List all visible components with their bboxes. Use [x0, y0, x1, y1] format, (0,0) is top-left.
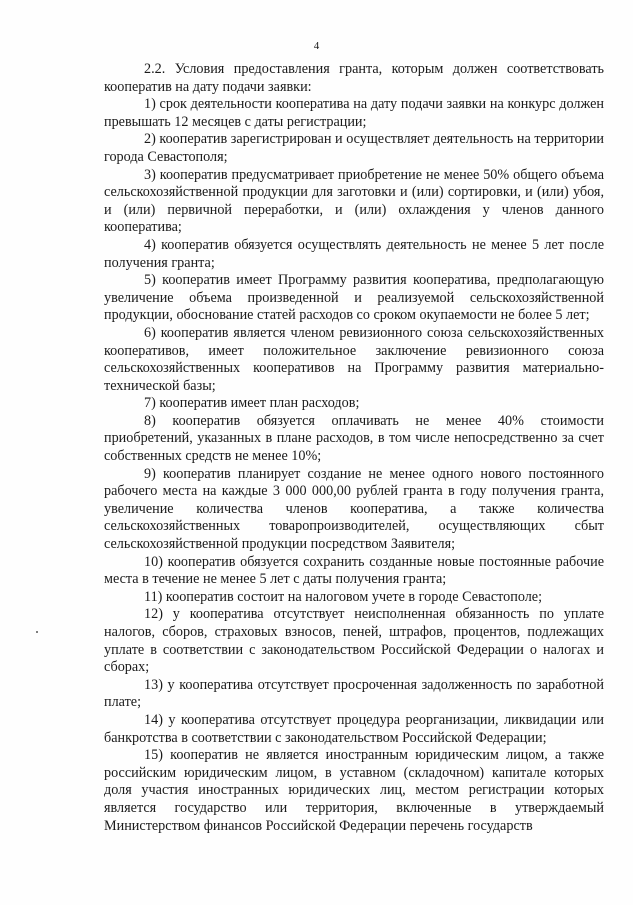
- condition-2: 2) кооператив зарегистрирован и осуществляет деятельность на территории города Севастополя;: [104, 131, 604, 165]
- condition-6: 6) кооператив является членом ревизионного союза сельскохозяйственных кооперативов, имеет положительное заключение ревизионного союза сельскохозяйственных кооперативов на Программу развития материально-технической базы;: [104, 324, 604, 394]
- condition-10: 10) кооператив обязуется сохранить созданные новые постоянные рабочие места в течение не менее 5 лет с даты получения гранта;: [104, 553, 604, 588]
- condition-14: 14) у кооператива отсутствует процедура реорганизации, ликвидации или банкротства в соответствии с законодательством Российской Федерации;: [104, 711, 604, 746]
- condition-1: 1) срок деятельности кооператива на дату подачи заявки на конкурс должен превышать 12 месяцев с даты регистрации;: [104, 96, 604, 130]
- condition-11: 11) кооператив состоит на налоговом учете в городе Севастополе;: [144, 588, 543, 605]
- document-body: [104, 61, 604, 835]
- condition-5: 5) кооператив имеет Программу развития кооператива, предполагающую увеличение объема произведенной и реализуемой сельскохозяйственной продукции, обоснование статей расходов со сроком окупаемости не более 5 лет;: [104, 272, 604, 324]
- condition-8: 8) кооператив обязуется оплачивать не менее 40% стоимости приобретений, указанных в плане расходов, в том числе непосредственно за счет собственных средств не менее 10%;: [104, 412, 604, 465]
- paragraph-2-2-heading: 2.2. Условия предоставления гранта, которым должен соответствовать кооператив на дату подачи заявки:: [104, 61, 604, 95]
- condition-9: 9) кооператив планирует создание не менее одного нового постоянного рабочего места на каждые 3 000 000,00 рублей гранта в году получения гранта, увеличение количества членов кооператива, а также количества сельскохозяйственных товаропроизводителей, осуществляющих сбыт сельскохозяйственной продукции посредством Заявителя;: [104, 465, 604, 553]
- condition-12: 12) у кооператива отсутствует неисполненная обязанность по уплате налогов, сборов, страховых взносов, пеней, штрафов, процентов, подлежащих уплате в соответствии с законодательством Российской Федерации о налогах и сборах;: [104, 606, 604, 676]
- condition-15: 15) кооператив не является иностранным юридическим лицом, а также российским юридическим лицом, в уставном (складочном) капитале которых доля участия иностранных юридических лиц, местом регистрации которых является государство или территория, включенные в утверждаемый Министерством финансов Российской Федерации перечень государств: [104, 747, 604, 834]
- page-number: 4: [313, 40, 320, 52]
- scan-speck: [36, 631, 38, 633]
- condition-13: 13) у кооператива отсутствует просроченная задолженность по заработной плате;: [104, 676, 604, 711]
- condition-3: 3) кооператив предусматривает приобретение не менее 50% общего объема сельскохозяйственной продукции для заготовки и (или) сортировки, и (или) убоя, и (или) первичной переработки, и (или) охлаждения у членов данного кооператива;: [104, 166, 604, 236]
- condition-7: 7) кооператив имеет план расходов;: [144, 395, 360, 412]
- condition-4: 4) кооператив обязуется осуществлять деятельность не менее 5 лет после получения гранта;: [104, 236, 604, 271]
